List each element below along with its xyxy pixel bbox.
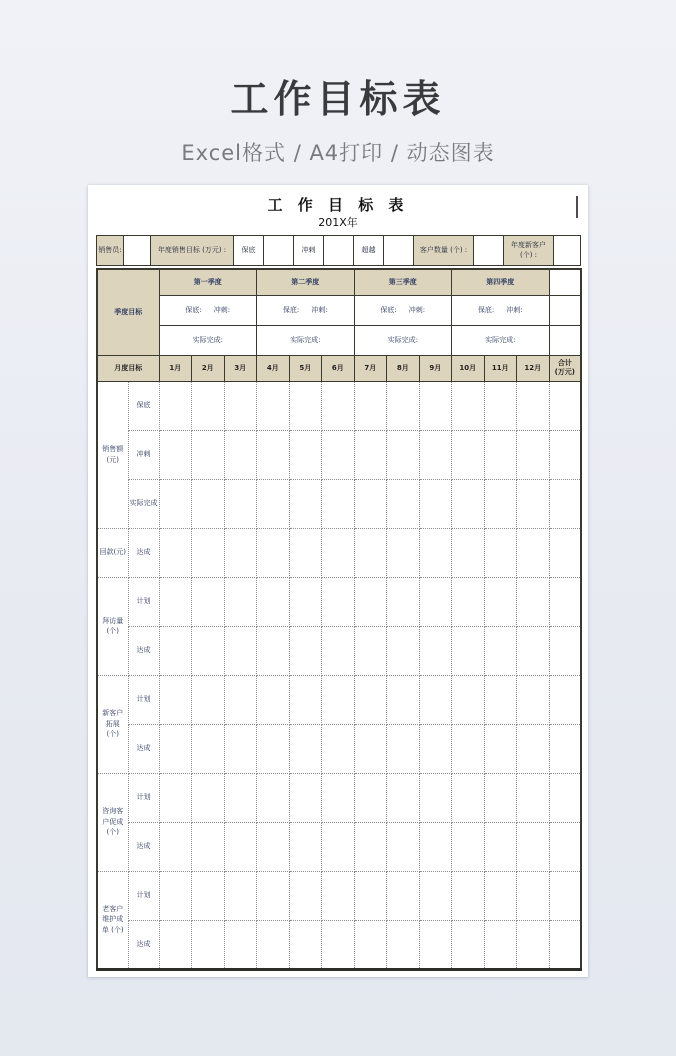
month-cell[interactable]: [387, 871, 420, 920]
month-cell[interactable]: [419, 920, 452, 969]
month-cell[interactable]: [354, 479, 387, 528]
tier1-value-cell[interactable]: [264, 236, 294, 266]
tier3-label: 超越: [354, 236, 384, 266]
month-header-10: 10月: [452, 355, 485, 381]
table-row: [97, 577, 581, 626]
total-cell[interactable]: [549, 430, 581, 479]
total-cell[interactable]: [549, 871, 581, 920]
month-header-8: 8月: [387, 355, 420, 381]
month-cell[interactable]: [354, 528, 387, 577]
month-cell[interactable]: [289, 528, 322, 577]
sprint-label: 冲刺:: [506, 305, 523, 314]
scrollbar-artifact: [576, 196, 578, 218]
month-cell[interactable]: [517, 430, 550, 479]
month-cell[interactable]: [159, 528, 192, 577]
section-label-sales: 销售额(元): [97, 381, 128, 528]
month-cell[interactable]: [452, 675, 485, 724]
base-label: 保底:: [282, 305, 300, 314]
total-cell[interactable]: [549, 626, 581, 675]
month-cell[interactable]: [289, 577, 322, 626]
month-cell[interactable]: [192, 626, 225, 675]
month-cell[interactable]: [192, 479, 225, 528]
month-cell[interactable]: [224, 577, 257, 626]
month-cell[interactable]: [257, 626, 290, 675]
month-cell[interactable]: [159, 871, 192, 920]
page-subtitle: Excel格式 / A4打印 / 动态图表: [181, 141, 495, 165]
total-cell[interactable]: [549, 528, 581, 577]
row-label: 达成: [128, 626, 159, 675]
month-header-9: 9月: [419, 355, 452, 381]
month-cell[interactable]: [224, 479, 257, 528]
quarter-extra-cell[interactable]: [549, 295, 581, 325]
month-cell[interactable]: [517, 528, 550, 577]
month-cell[interactable]: [354, 675, 387, 724]
month-cell[interactable]: [224, 675, 257, 724]
month-header-1: 1月: [159, 355, 192, 381]
month-header-7: 7月: [354, 355, 387, 381]
month-cell[interactable]: [354, 577, 387, 626]
page-title: 工作目标表: [230, 77, 446, 121]
row-label: 达成: [128, 528, 159, 577]
month-cell[interactable]: [322, 577, 355, 626]
sprint-label: 冲刺:: [311, 305, 328, 314]
month-cell[interactable]: [322, 381, 355, 430]
new-customer-label: 年度新客户 (个) :: [504, 236, 554, 266]
quarter-3-label: 第三季度: [354, 269, 452, 295]
total-label-line1: 合计: [557, 358, 572, 367]
table-row: [97, 626, 581, 675]
month-cell[interactable]: [387, 920, 420, 969]
section-label-new-customers: 新客户拓展 (个): [97, 675, 128, 773]
month-cell[interactable]: [289, 871, 322, 920]
month-header-4: 4月: [257, 355, 290, 381]
month-cell[interactable]: [419, 675, 452, 724]
month-cell[interactable]: [192, 724, 225, 773]
quarter-4-label: 第四季度: [452, 269, 550, 295]
month-cell[interactable]: [452, 920, 485, 969]
month-cell[interactable]: [484, 577, 517, 626]
total-cell[interactable]: [549, 822, 581, 871]
month-header-row: [97, 355, 581, 381]
month-cell[interactable]: [452, 381, 485, 430]
month-cell[interactable]: [289, 724, 322, 773]
table-row: [97, 920, 581, 969]
month-cell[interactable]: [257, 773, 290, 822]
new-customer-value-cell[interactable]: [554, 236, 581, 266]
month-cell[interactable]: [484, 871, 517, 920]
month-cell[interactable]: [484, 724, 517, 773]
month-cell[interactable]: [484, 430, 517, 479]
month-cell[interactable]: [159, 577, 192, 626]
total-cell[interactable]: [549, 724, 581, 773]
month-cell[interactable]: [387, 822, 420, 871]
month-cell[interactable]: [289, 822, 322, 871]
month-cell[interactable]: [192, 430, 225, 479]
month-cell[interactable]: [322, 822, 355, 871]
month-cell[interactable]: [322, 773, 355, 822]
month-cell[interactable]: [257, 528, 290, 577]
month-cell[interactable]: [289, 675, 322, 724]
month-cell[interactable]: [452, 430, 485, 479]
table-row: [97, 528, 581, 577]
row-label: 达成: [128, 724, 159, 773]
month-cell[interactable]: [452, 577, 485, 626]
month-cell[interactable]: [354, 822, 387, 871]
month-cell[interactable]: [322, 479, 355, 528]
month-cell[interactable]: [517, 724, 550, 773]
month-cell[interactable]: [387, 675, 420, 724]
quarter-1-tier-cell[interactable]: [159, 295, 257, 325]
month-cell[interactable]: [192, 822, 225, 871]
month-cell[interactable]: [354, 920, 387, 969]
month-cell[interactable]: [484, 675, 517, 724]
month-cell[interactable]: [484, 626, 517, 675]
total-cell[interactable]: [549, 773, 581, 822]
total-cell[interactable]: [549, 577, 581, 626]
quarter-2-actual-cell[interactable]: 实际完成:: [257, 325, 355, 355]
row-label: 达成: [128, 920, 159, 969]
quarter-goal-label: 季度目标: [97, 269, 159, 355]
month-cell[interactable]: [484, 822, 517, 871]
salesperson-label: 销售员:: [97, 236, 124, 266]
tier3-value-cell[interactable]: [384, 236, 414, 266]
annual-target-label: 年度销售目标 (万元) :: [151, 236, 234, 266]
month-cell[interactable]: [322, 430, 355, 479]
month-cell[interactable]: [192, 528, 225, 577]
month-cell[interactable]: [224, 822, 257, 871]
month-cell[interactable]: [517, 871, 550, 920]
month-cell[interactable]: [159, 479, 192, 528]
month-cell[interactable]: [452, 528, 485, 577]
month-cell[interactable]: [289, 626, 322, 675]
month-cell[interactable]: [517, 577, 550, 626]
quarter-tier-row: [97, 295, 581, 325]
month-cell[interactable]: [517, 773, 550, 822]
month-cell[interactable]: [419, 577, 452, 626]
month-header-2: 2月: [192, 355, 225, 381]
month-cell[interactable]: [322, 724, 355, 773]
quarter-actual-row: [97, 325, 581, 355]
table-row: [97, 724, 581, 773]
month-cell[interactable]: [257, 920, 290, 969]
customer-count-label: 客户数量 (个) :: [414, 236, 474, 266]
month-cell[interactable]: [224, 626, 257, 675]
section-label-old-customers: 老客户维护成单 (个): [97, 871, 128, 969]
month-cell[interactable]: [387, 381, 420, 430]
month-cell[interactable]: [419, 822, 452, 871]
month-cell[interactable]: [257, 822, 290, 871]
month-header-11: 11月: [484, 355, 517, 381]
month-cell[interactable]: [419, 479, 452, 528]
row-label: 达成: [128, 822, 159, 871]
month-cell[interactable]: [257, 675, 290, 724]
month-cell[interactable]: [419, 773, 452, 822]
month-cell[interactable]: [159, 381, 192, 430]
month-cell[interactable]: [484, 528, 517, 577]
month-cell[interactable]: [354, 773, 387, 822]
month-cell[interactable]: [159, 675, 192, 724]
customer-count-value-cell[interactable]: [474, 236, 504, 266]
month-header-3: 3月: [224, 355, 257, 381]
month-header-5: 5月: [289, 355, 322, 381]
month-cell[interactable]: [159, 724, 192, 773]
month-cell[interactable]: [484, 920, 517, 969]
tier1-label: 保底: [234, 236, 264, 266]
goal-table: [96, 268, 582, 971]
month-cell[interactable]: [387, 528, 420, 577]
month-header-12: 12月: [517, 355, 550, 381]
month-cell[interactable]: [387, 724, 420, 773]
row-label: 计划: [128, 871, 159, 920]
month-cell[interactable]: [484, 479, 517, 528]
month-cell[interactable]: [159, 430, 192, 479]
row-label: 计划: [128, 773, 159, 822]
month-cell[interactable]: [322, 528, 355, 577]
month-cell[interactable]: [387, 430, 420, 479]
month-cell[interactable]: [452, 626, 485, 675]
month-cell[interactable]: [517, 479, 550, 528]
month-cell[interactable]: [289, 381, 322, 430]
month-cell[interactable]: [257, 479, 290, 528]
month-cell[interactable]: [192, 577, 225, 626]
total-cell[interactable]: [549, 920, 581, 969]
month-cell[interactable]: [354, 871, 387, 920]
base-label: 保底:: [380, 305, 397, 314]
month-cell[interactable]: [387, 577, 420, 626]
month-cell[interactable]: [159, 626, 192, 675]
total-column-header: [549, 355, 581, 381]
month-cell[interactable]: [192, 675, 225, 724]
month-cell[interactable]: [159, 822, 192, 871]
month-cell[interactable]: [192, 871, 225, 920]
table-row: [97, 773, 581, 822]
month-cell[interactable]: [419, 381, 452, 430]
quarter-1-label: 第一季度: [159, 269, 257, 295]
month-cell[interactable]: [192, 773, 225, 822]
month-cell[interactable]: [517, 675, 550, 724]
month-cell[interactable]: [354, 626, 387, 675]
month-cell[interactable]: [452, 724, 485, 773]
tier2-label: 冲刺: [294, 236, 324, 266]
total-label-line2: (万元): [554, 368, 576, 376]
month-cell[interactable]: [289, 920, 322, 969]
total-cell[interactable]: [549, 675, 581, 724]
month-cell[interactable]: [322, 871, 355, 920]
month-cell[interactable]: [419, 626, 452, 675]
month-cell[interactable]: [289, 430, 322, 479]
month-cell[interactable]: [484, 381, 517, 430]
table-row: [97, 381, 581, 430]
quarter-4-tier-cell[interactable]: [452, 295, 550, 325]
row-label: 计划: [128, 675, 159, 724]
quarter-3-tier-cell[interactable]: [354, 295, 452, 325]
month-cell[interactable]: [354, 430, 387, 479]
month-cell[interactable]: [419, 528, 452, 577]
month-cell[interactable]: [224, 430, 257, 479]
month-goal-label: 月度目标: [97, 355, 159, 381]
month-cell[interactable]: [387, 773, 420, 822]
month-cell[interactable]: [257, 871, 290, 920]
month-cell[interactable]: [224, 724, 257, 773]
month-cell[interactable]: [322, 675, 355, 724]
salesperson-value-cell[interactable]: [124, 236, 151, 266]
section-label-consulting: 咨询客户促成 (个): [97, 773, 128, 871]
quarter-name-row: [97, 269, 581, 295]
month-cell[interactable]: [452, 871, 485, 920]
month-cell[interactable]: [224, 773, 257, 822]
row-label: 实际完成: [128, 479, 159, 528]
row-label: 保底: [128, 381, 159, 430]
sheet-title: 工 作 目 标 表: [267, 196, 409, 214]
month-cell[interactable]: [224, 871, 257, 920]
total-cell[interactable]: [549, 479, 581, 528]
quarter-2-label: 第二季度: [257, 269, 355, 295]
total-cell[interactable]: [549, 381, 581, 430]
month-cell[interactable]: [517, 822, 550, 871]
table-row: [97, 479, 581, 528]
annual-info-table: [96, 235, 581, 266]
table-row: [97, 871, 581, 920]
quarter-extra-cell[interactable]: [549, 269, 581, 295]
month-cell[interactable]: [419, 871, 452, 920]
month-cell[interactable]: [159, 773, 192, 822]
month-cell[interactable]: [354, 381, 387, 430]
month-cell[interactable]: [419, 724, 452, 773]
base-label: 保底:: [477, 305, 495, 314]
row-label: 计划: [128, 577, 159, 626]
month-cell[interactable]: [517, 920, 550, 969]
month-cell[interactable]: [452, 822, 485, 871]
month-cell[interactable]: [192, 920, 225, 969]
sheet-preview: [88, 185, 588, 977]
sheet-year: 201X年: [318, 216, 358, 229]
month-header-6: 6月: [322, 355, 355, 381]
month-cell[interactable]: [159, 920, 192, 969]
month-cell[interactable]: [224, 381, 257, 430]
month-cell[interactable]: [387, 479, 420, 528]
base-label: 保底:: [185, 305, 202, 314]
month-cell[interactable]: [289, 773, 322, 822]
month-cell[interactable]: [354, 724, 387, 773]
table-row: [97, 822, 581, 871]
hero-header: [0, 0, 676, 185]
month-cell[interactable]: [224, 920, 257, 969]
month-cell[interactable]: [517, 626, 550, 675]
sprint-label: 冲刺:: [213, 305, 231, 314]
month-cell[interactable]: [257, 381, 290, 430]
month-cell[interactable]: [484, 773, 517, 822]
section-label-visits: 拜访量(个): [97, 577, 128, 675]
month-cell[interactable]: [387, 626, 420, 675]
sprint-label: 冲刺:: [408, 305, 426, 314]
month-cell[interactable]: [192, 381, 225, 430]
table-row: [97, 430, 581, 479]
month-cell[interactable]: [322, 626, 355, 675]
month-cell[interactable]: [419, 430, 452, 479]
month-cell[interactable]: [257, 724, 290, 773]
quarter-4-actual-cell[interactable]: 实际完成:: [452, 325, 550, 355]
quarter-1-actual-cell[interactable]: 实际完成:: [159, 325, 257, 355]
month-cell[interactable]: [224, 528, 257, 577]
section-label-collection: 回款(元): [97, 528, 128, 577]
row-label: 冲刺: [128, 430, 159, 479]
month-cell[interactable]: [322, 920, 355, 969]
month-cell[interactable]: [452, 479, 485, 528]
month-cell[interactable]: [289, 479, 322, 528]
quarter-3-actual-cell[interactable]: 实际完成:: [354, 325, 452, 355]
month-cell[interactable]: [257, 577, 290, 626]
month-cell[interactable]: [257, 430, 290, 479]
table-row: [97, 675, 581, 724]
month-cell[interactable]: [452, 773, 485, 822]
quarter-extra-cell[interactable]: [549, 325, 581, 355]
quarter-2-tier-cell[interactable]: [257, 295, 355, 325]
tier2-value-cell[interactable]: [324, 236, 354, 266]
month-cell[interactable]: [517, 381, 550, 430]
